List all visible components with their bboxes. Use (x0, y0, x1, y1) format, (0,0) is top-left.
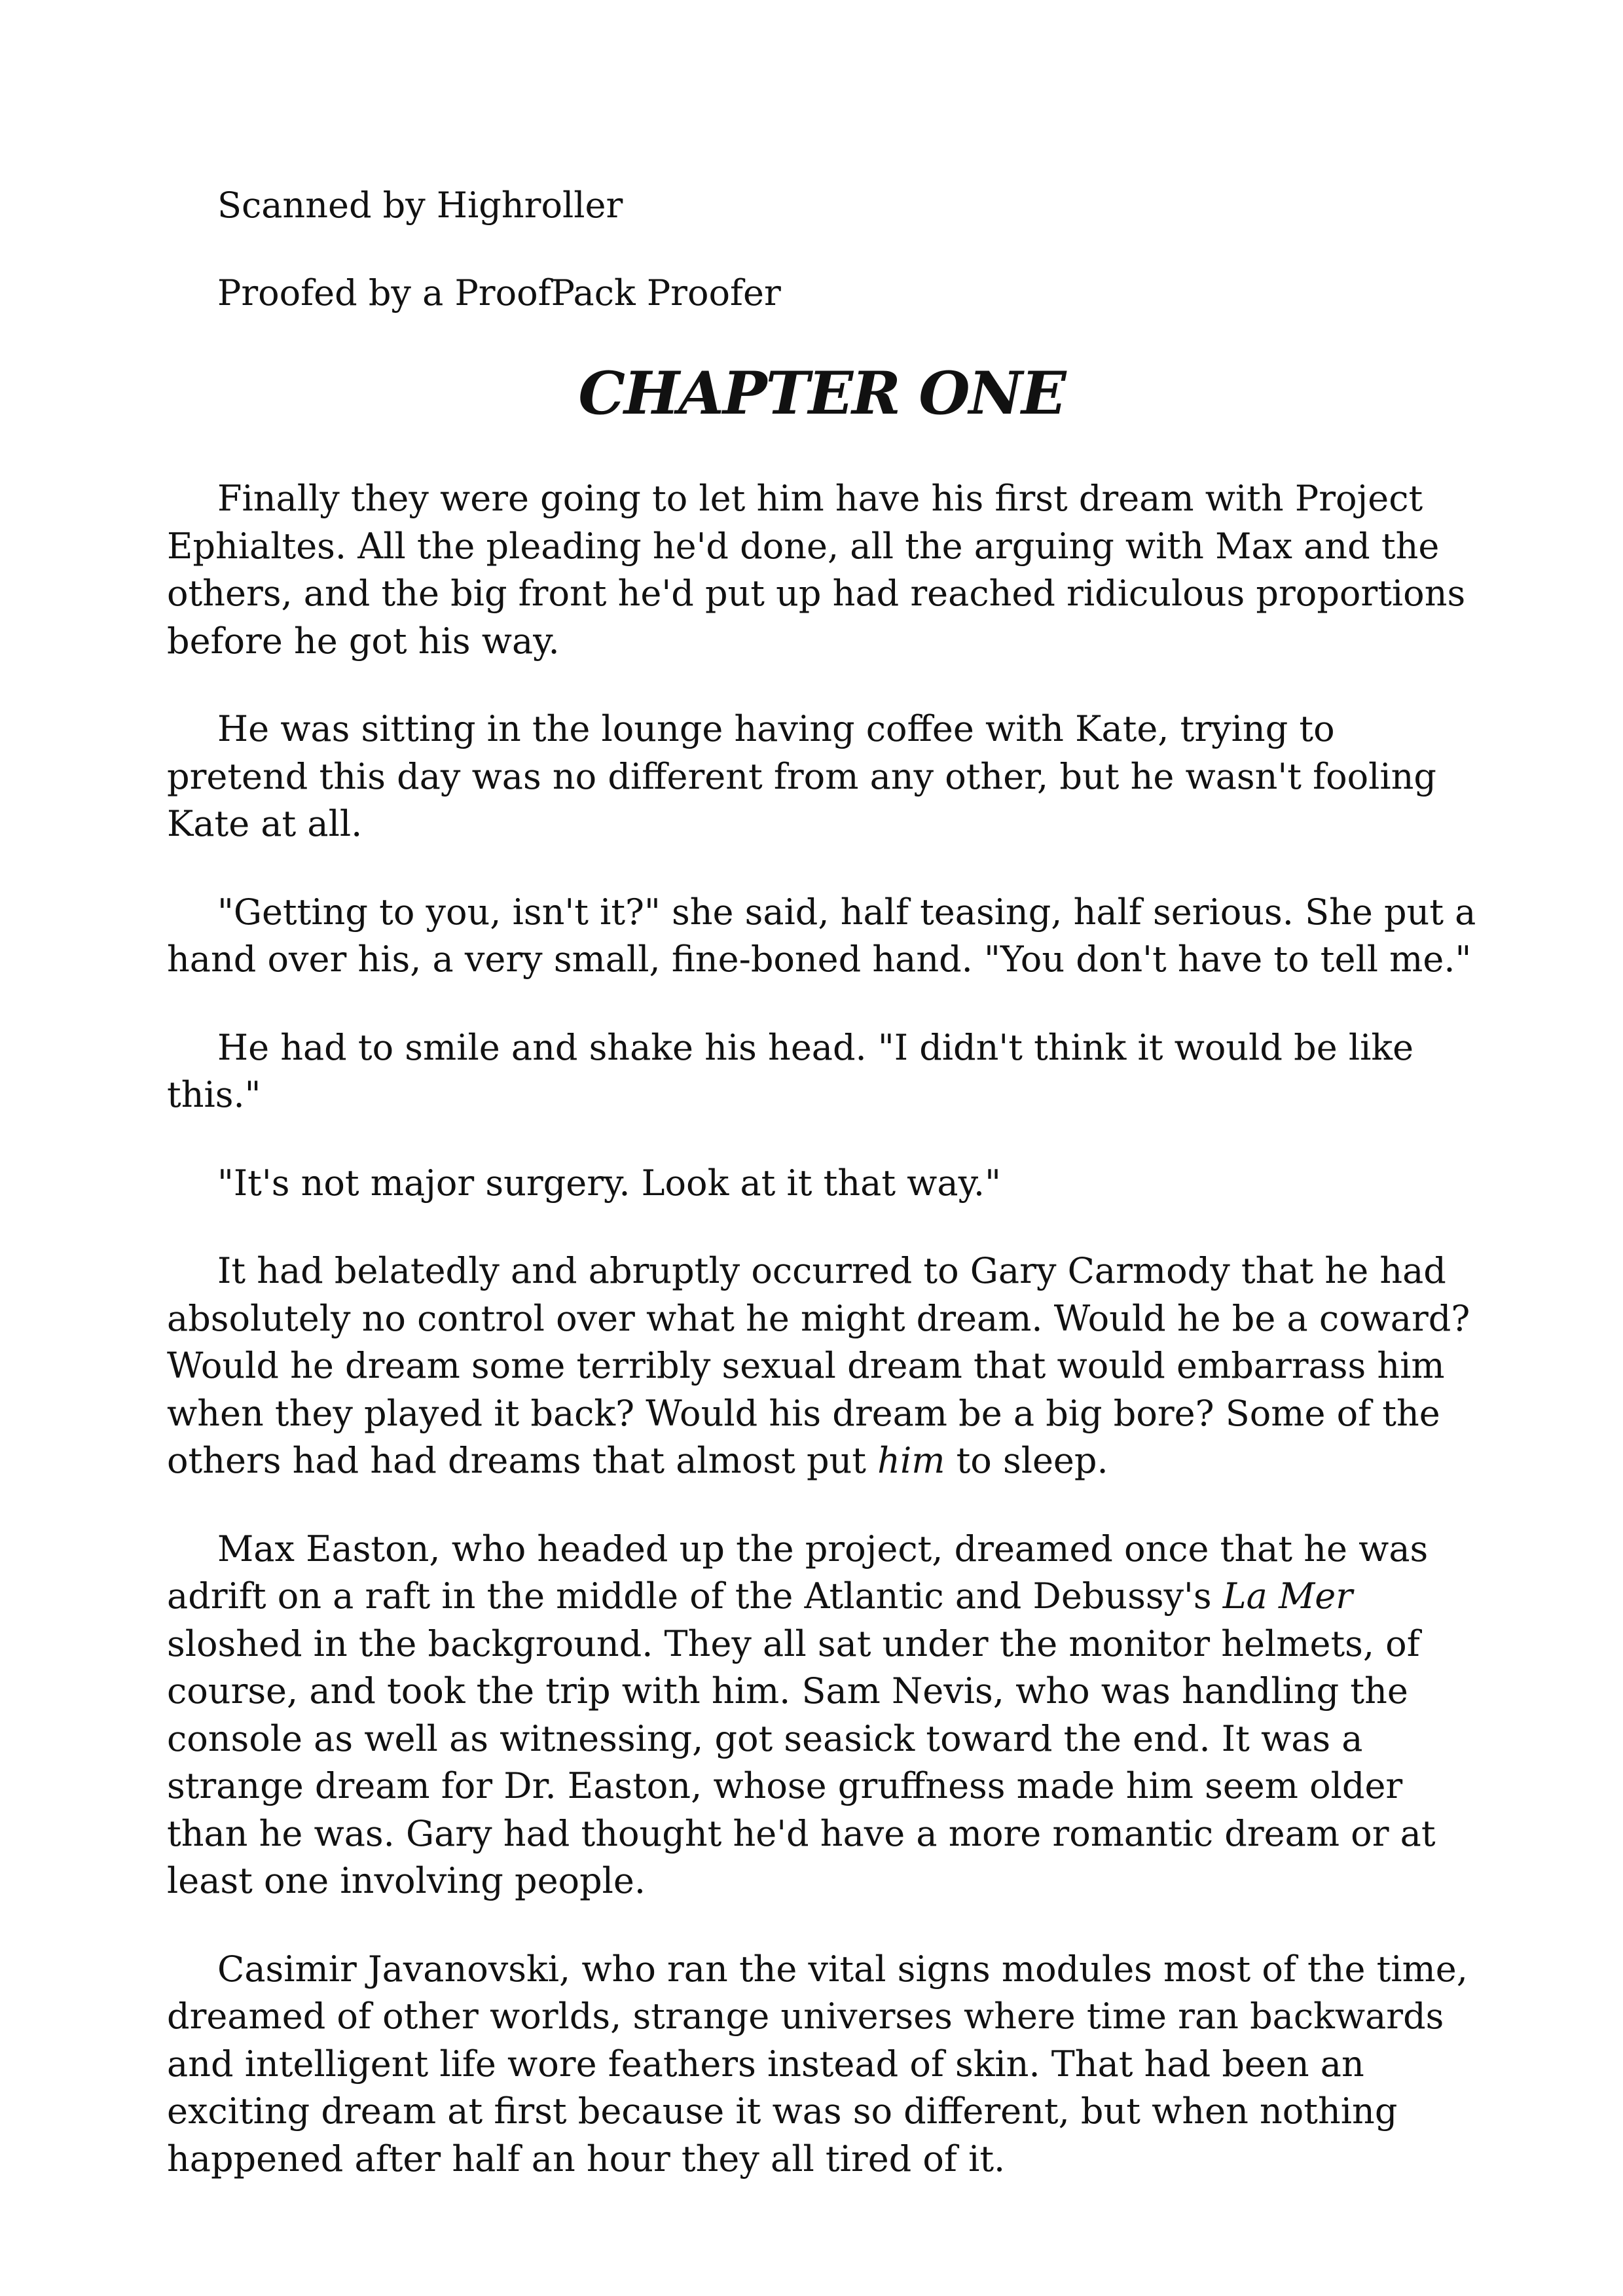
paragraph-6-emphasis: him (877, 1440, 945, 1481)
paragraph-6 (167, 1247, 1476, 1485)
paragraph-6-text-start: It had belatedly and abruptly occurred to Gary Carmody that he had absolutely no control over what he might dream. Would he be a coward? Would he dream some terribly sexual dream that would embarrass him when they played it back? Would his dream be a big bore? Some of the others had had dreams that almost put (167, 1250, 1470, 1481)
scanned-by-credit: Scanned by Highroller (217, 185, 623, 226)
chapter-title: CHAPTER ONE (578, 359, 1065, 428)
paragraph-6-text-end: to sleep. (945, 1440, 1108, 1481)
paragraph-4: He had to smile and shake his head. "I didn't think it would be like this." (167, 1026, 1414, 1115)
paragraph-8: Casimir Javanovski, who ran the vital signs modules most of the time, dreamed of other worlds, strange universes where time ran backwards and intelligent life wore feathers instead of skin. That had been an exciting dream at first because it was so different, but when nothing happened after half an hour they all tired of it. (167, 1948, 1468, 2179)
paragraph-7 (167, 1526, 1476, 1905)
paragraph-7-text-start: Max Easton, who headed up the project, dreamed once that he was adrift on a raft in the middle of the Atlantic and Debussy's (167, 1528, 1429, 1617)
paragraph-1: Finally they were going to let him have his first dream with Project Ephialtes. All the pleading he'd done, all the arguing with Max and the others, and the big front he'd put up had reached ridiculous proportions before he got his way. (167, 478, 1466, 662)
paragraph-5: "It's not major surgery. Look at it that way." (217, 1162, 1001, 1204)
paragraph-7-text-end: sloshed in the background. They all sat under the monitor helmets, of course, and took the trip with him. Sam Nevis, who was handling the console as well as witnessing, got seasick toward the end. It was a strange dream for Dr. Easton, whose gruffness made him seem older than he was. Gary had thought he'd have a more romantic dream or at least one involving people. (167, 1623, 1436, 1901)
paragraph-7-emphasis: La Mer (1222, 1575, 1353, 1617)
proofed-by-credit: Proofed by a ProofPack Proofer (217, 272, 781, 314)
paragraph-2: He was sitting in the lounge having coffee with Kate, trying to pretend this day was no different from any other, but he wasn't fooling Kate at all. (167, 708, 1436, 844)
page-content (167, 182, 1476, 2223)
paragraph-3: "Getting to you, isn't it?" she said, half teasing, half serious. She put a hand over his, a very small, fine-boned hand. "You don't have to tell me." (167, 891, 1476, 980)
